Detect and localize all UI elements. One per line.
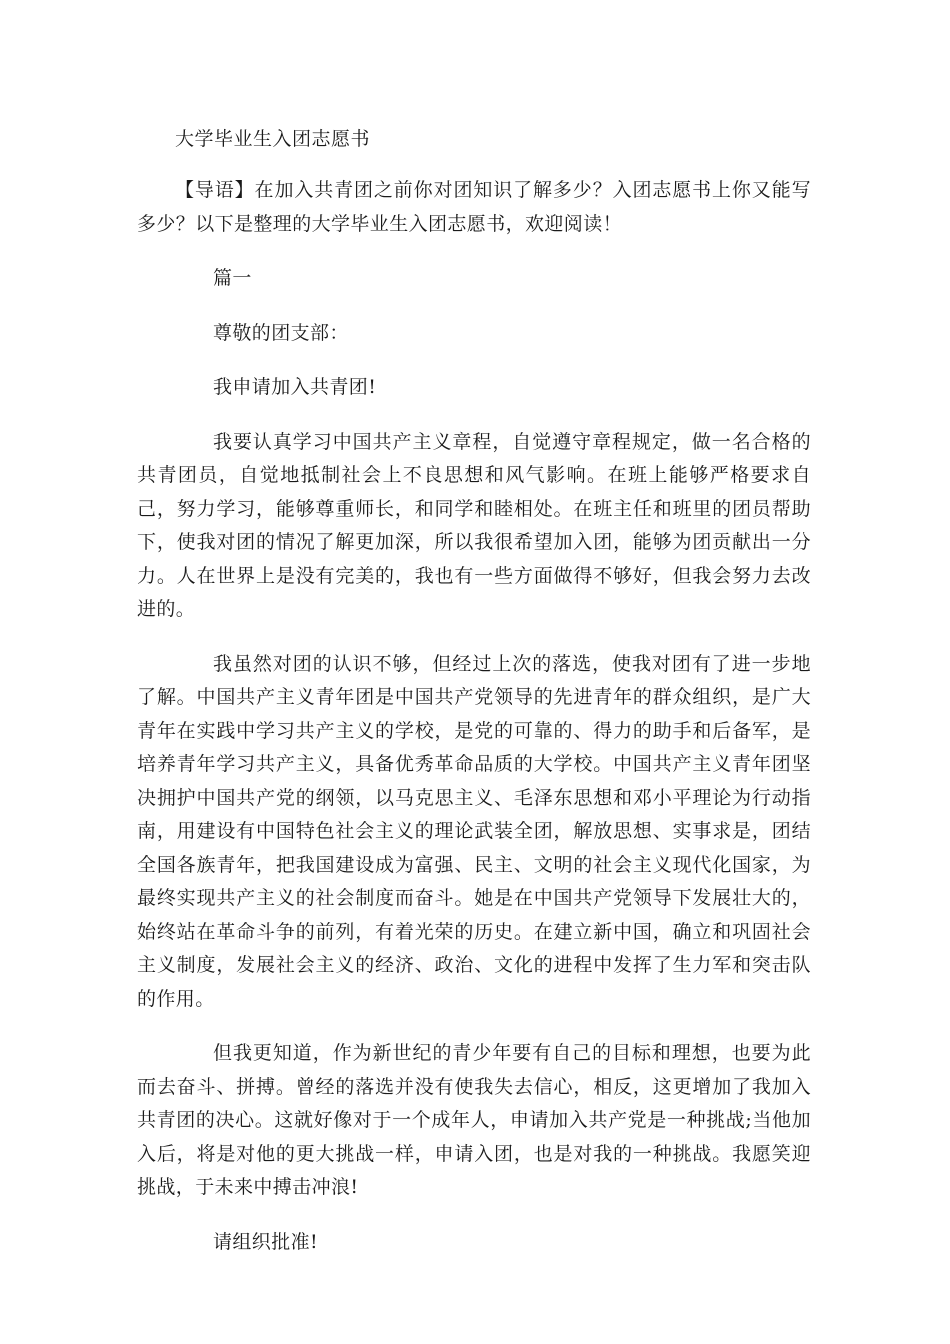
document-page bbox=[137, 122, 811, 1280]
section-label: 篇一 bbox=[213, 267, 252, 289]
intro-paragraph: 【导语】在加入共青团之前你对团知识了解多少？入团志愿书上你又能写多少？以下是整理的大学毕业生入团志愿书，欢迎阅读！ bbox=[137, 179, 811, 235]
document-title: 大学毕业生入团志愿书 bbox=[175, 128, 371, 150]
body-paragraph: 但我更知道，作为新世纪的青少年要有自己的目标和理想，也要为此而去奋斗、拼搏。曾经的落选并没有使我失去信心，相反，这更增加了我加入共青团的决心。这就好像对于一个成年人，申请加入共产党是一种挑战;当他加入后，将是对他的更大挑战一样，申请入团，也是对我的一种挑战。我愿笑迎挑战，于未来中搏击冲浪! bbox=[137, 1042, 811, 1198]
closing-line: 请组织批准! bbox=[213, 1230, 319, 1253]
application-statement: 我申请加入共青团! bbox=[213, 376, 377, 398]
body-paragraph: 我虽然对团的认识不够，但经过上次的落选，使我对团有了进一步地了解。中国共产主义青年团是中国共产党领导的先进青年的群众组织，是广大青年在实践中学习共产主义的学校，是党的可靠的、得力的助手和后备军，是培养青年学习共产主义，具备优秀革命品质的大学校。中国共产主义青年团坚决拥护中国共产党的纲领，以马克思主义、毛泽东思想和邓小平理论为行动指南，用建设有中国特色社会主义的理论武装全团，解放思想、实事求是，团结全国各族青年，把我国建设成为富强、民主、文明的社会主义现代化国家，为最终实现共产主义的社会制度而奋斗。她是在中国共产党领导下发展壮大的，始终站在革命斗争的前列，有着光荣的历史。在建立新中国，确立和巩固社会主义制度，发展社会主义的经济、政治、文化的进程中发挥了生力军和突击队的作用。 bbox=[137, 652, 811, 1010]
salutation: 尊敬的团支部： bbox=[213, 321, 349, 344]
body-paragraph: 我要认真学习中国共产主义章程，自觉遵守章程规定，做一名合格的共青团员，自觉地抵制社会上不良思想和风气影响。在班上能够严格要求自己，努力学习，能够尊重师长，和同学和睦相处。在班主任和班里的团员帮助下，使我对团的情况了解更加深，所以我很希望加入团，能够为团贡献出一分力。人在世界上是没有完美的，我也有一些方面做得不够好，但我会努力去改进的。 bbox=[137, 430, 811, 620]
